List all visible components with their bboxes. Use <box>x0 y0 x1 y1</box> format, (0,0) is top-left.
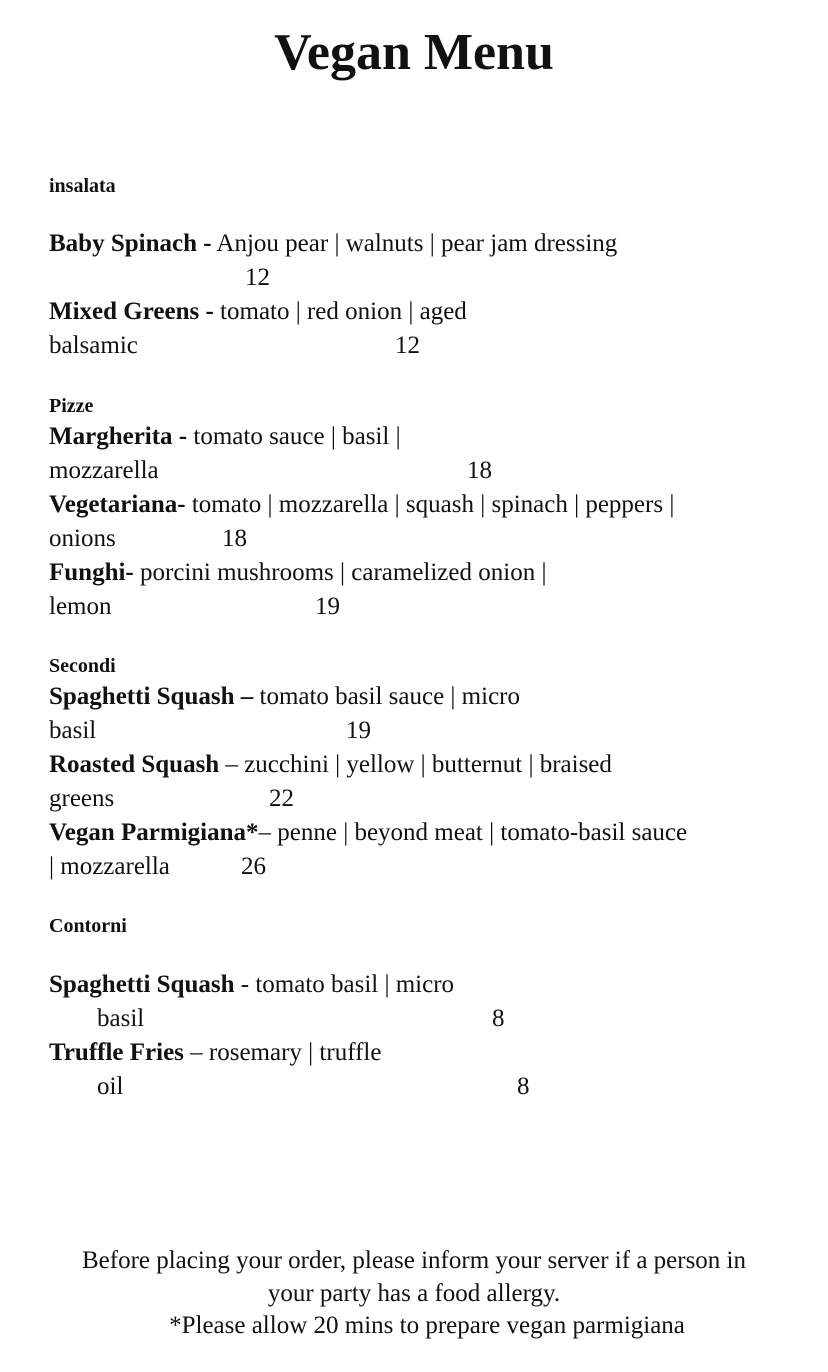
item-description-continued: mozzarella <box>49 457 159 484</box>
menu-item-roasted-squash <box>49 748 789 816</box>
item-price: 22 <box>269 785 294 812</box>
section-heading-pizze: Pizze <box>49 395 94 417</box>
item-description: tomato | mozzarella | squash | spinach | peppers | <box>185 491 675 518</box>
item-description: porcini mushrooms | caramelized onion | <box>133 559 547 586</box>
item-description-continued: | mozzarella <box>49 853 170 880</box>
menu-item-vegan-parmigiana <box>49 816 789 884</box>
item-price: 12 <box>245 264 270 291</box>
allergy-notice-line-1: Before placing your order, please inform your server if a person in <box>81 1247 747 1274</box>
item-description: tomato basil sauce | micro <box>253 683 520 710</box>
item-description: – rosemary | truffle <box>183 1039 382 1066</box>
menu-item-vegetariana <box>49 488 789 556</box>
menu-item-spaghetti-squash-side <box>49 968 789 1036</box>
item-price: 26 <box>241 853 266 880</box>
item-name: Funghi- <box>49 559 134 586</box>
item-description: - tomato basil | micro <box>234 971 455 998</box>
item-description: Anjou pear | walnuts | pear jam dressing <box>211 230 618 257</box>
item-price: 18 <box>222 525 247 552</box>
menu-item-funghi <box>49 556 789 624</box>
item-price: 12 <box>395 332 420 359</box>
menu-item-margherita <box>49 420 789 488</box>
item-price: 19 <box>346 717 371 744</box>
item-name: Vegetariana- <box>49 491 186 518</box>
item-price: 8 <box>517 1073 530 1100</box>
item-description-continued: onions <box>49 525 116 552</box>
menu-item-mixed-greens <box>49 295 789 363</box>
item-name: Margherita - <box>49 423 188 450</box>
item-description-continued: greens <box>49 785 115 812</box>
item-name: Baby Spinach - <box>49 230 212 257</box>
item-name: Spaghetti Squash – <box>49 683 254 710</box>
item-description-continued: basil <box>97 1005 145 1032</box>
item-name: Roasted Squash <box>49 751 220 778</box>
parmigiana-prep-notice: *Please allow 20 mins to prepare vegan parmigiana <box>169 1312 685 1339</box>
item-name: Truffle Fries <box>49 1039 184 1066</box>
section-heading-insalata: insalata <box>49 175 116 197</box>
item-description-continued: basil <box>49 717 97 744</box>
menu-item-baby-spinach <box>49 227 789 295</box>
item-name: Mixed Greens - <box>49 298 214 325</box>
allergy-notice-line-2: your party has a food allergy. <box>267 1280 561 1307</box>
item-price: 19 <box>315 593 340 620</box>
item-description: tomato sauce | basil | <box>187 423 401 450</box>
section-heading-secondi: Secondi <box>49 655 116 677</box>
item-description: – penne | beyond meat | tomato-basil sauce <box>258 819 688 846</box>
menu-item-truffle-fries <box>49 1036 789 1104</box>
item-price: 8 <box>492 1005 505 1032</box>
item-description-continued: balsamic <box>49 332 138 359</box>
item-description: – zucchini | yellow | butternut | braised <box>219 751 612 778</box>
item-description: tomato | red onion | aged <box>213 298 467 325</box>
item-name: Vegan Parmigiana* <box>49 819 259 846</box>
section-heading-contorni: Contorni <box>49 915 127 937</box>
item-price: 18 <box>467 457 492 484</box>
menu-title: Vegan Menu <box>274 24 554 81</box>
item-description-continued: lemon <box>49 593 112 620</box>
menu-item-spaghetti-squash <box>49 680 789 748</box>
item-description-continued: oil <box>97 1073 124 1100</box>
item-name: Spaghetti Squash <box>49 971 235 998</box>
